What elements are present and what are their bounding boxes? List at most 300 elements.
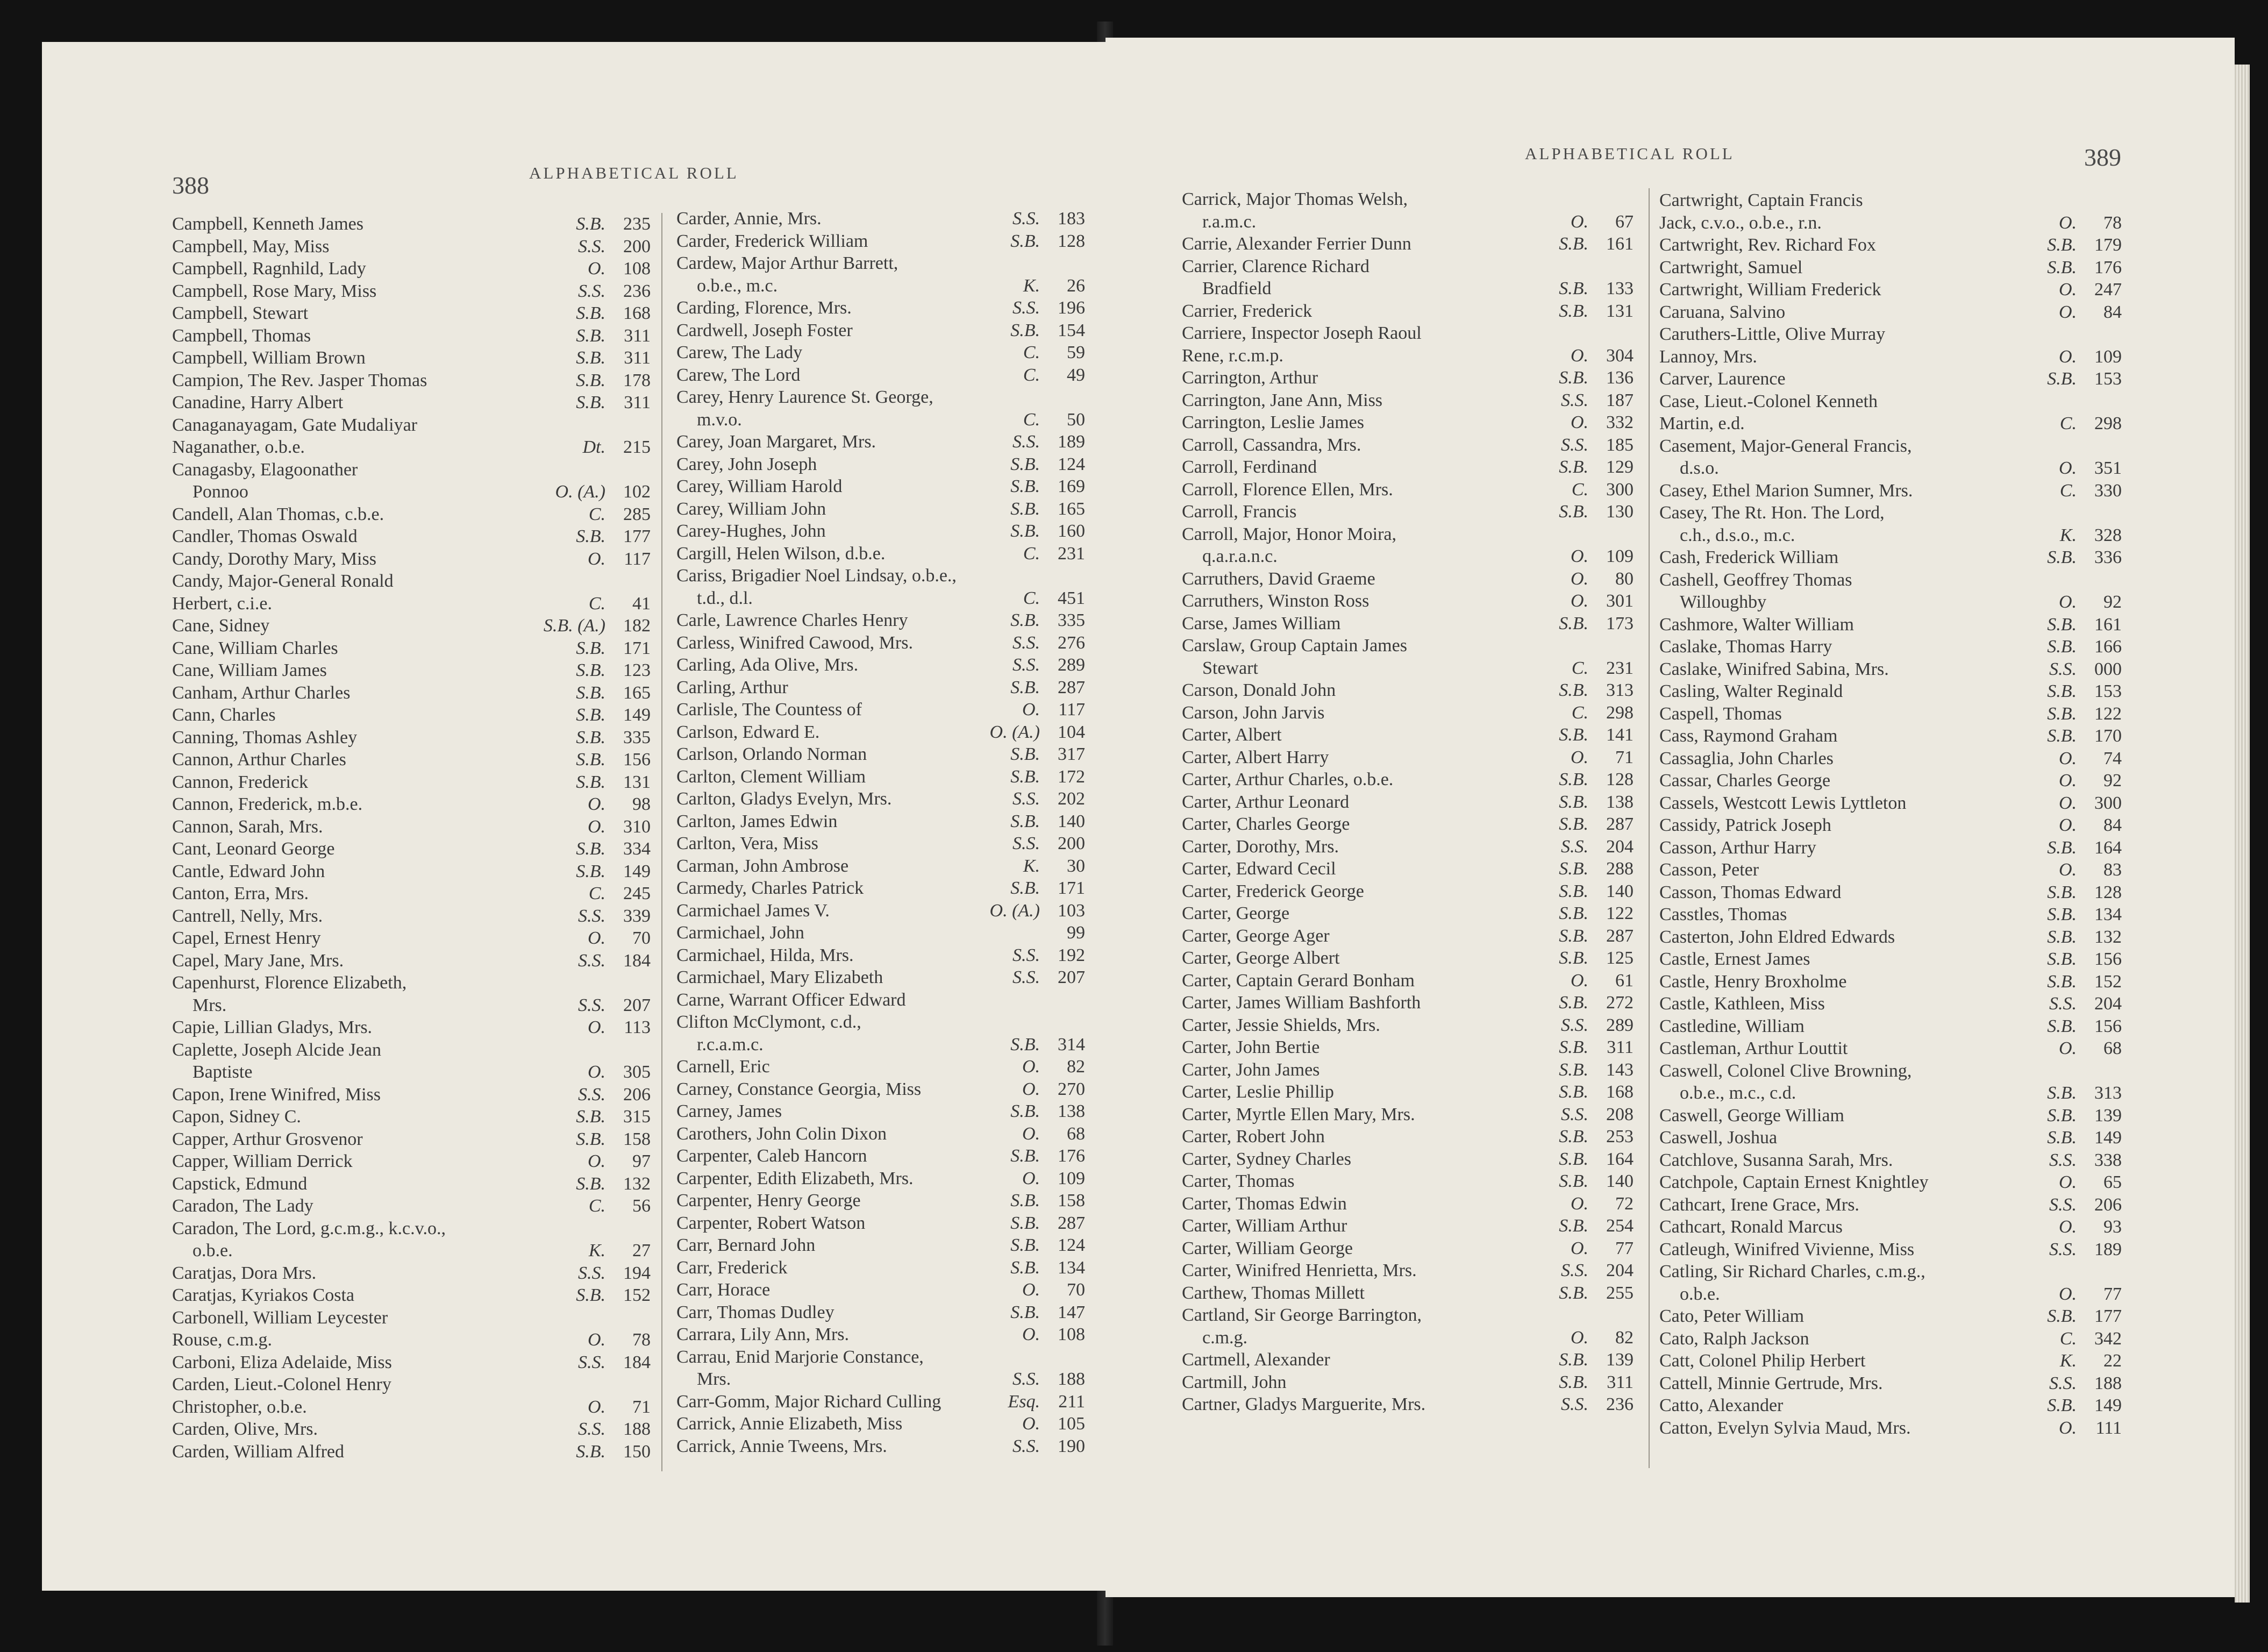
entry-page: 68 <box>2103 1038 2122 1058</box>
entry-page: 109 <box>2094 346 2122 367</box>
entry-name: Capper, Arthur Grosvenor <box>172 1129 363 1149</box>
entry-page: 311 <box>1607 1037 1634 1057</box>
roll-entry <box>1659 1127 2122 1149</box>
entry-name: Willoughby <box>1680 592 1767 612</box>
entry-name: Canagasby, Elagoonather <box>172 459 358 480</box>
entry-award: S.B. <box>1559 792 1588 812</box>
entry-name: Capon, Irene Winifred, Miss <box>172 1084 381 1105</box>
roll-entry <box>1182 545 1634 568</box>
entry-page: 305 <box>623 1062 651 1082</box>
entry-name: Cardew, Major Arthur Barrett, <box>676 253 898 273</box>
entry-page: 194 <box>623 1263 651 1283</box>
entry-page: 98 <box>632 794 651 814</box>
left-page <box>42 42 1108 1591</box>
entry-name: Carse, James William <box>1182 613 1341 633</box>
entry-page: 176 <box>2094 257 2122 277</box>
roll-entry <box>1659 1238 2122 1261</box>
entry-award: S.B. <box>2047 905 2077 924</box>
roll-entry <box>1659 725 2122 747</box>
entry-page: 301 <box>1606 591 1634 611</box>
roll-entry <box>172 950 651 972</box>
entry-award: S.B. <box>576 348 605 368</box>
entry-award: S.B. <box>1559 1283 1588 1303</box>
roll-entry <box>1659 1037 2122 1060</box>
entry-name: Castle, Kathleen, Miss <box>1659 994 1825 1014</box>
entry-award: O. <box>1570 546 1588 566</box>
entry-award: K. <box>588 1241 605 1261</box>
entry-award: O. <box>1570 970 1588 991</box>
entry-award: S.B. <box>1559 1082 1588 1102</box>
page-number: 388 <box>172 172 209 199</box>
roll-entry <box>172 258 651 280</box>
entry-award: S.B. <box>576 214 605 234</box>
roll-entry <box>1182 1349 1634 1371</box>
entry-award: O. <box>2058 1217 2077 1237</box>
entry-name: m.v.o. <box>697 409 742 430</box>
entry-page: 164 <box>1606 1149 1634 1169</box>
entry-award: O. <box>1022 1325 1040 1344</box>
entry-name: Carney, James <box>676 1101 782 1121</box>
entry-name: Jack, c.v.o., o.b.e., r.n. <box>1659 212 1822 233</box>
entry-page: 298 <box>2094 414 2122 433</box>
entry-page: 68 <box>1067 1123 1085 1144</box>
roll-entry <box>1659 257 2122 279</box>
roll-entry <box>1659 837 2122 859</box>
entry-page: 67 <box>1615 211 1634 232</box>
entry-page: 311 <box>624 393 651 412</box>
roll-entry <box>172 459 651 481</box>
roll-entry <box>676 319 1085 342</box>
entry-name: Campbell, Thomas <box>172 325 311 346</box>
roll-entry <box>676 989 1085 1012</box>
entry-name: Carslaw, Group Captain James <box>1182 636 1407 656</box>
entry-page: 161 <box>2094 614 2122 635</box>
roll-entry <box>676 743 1085 766</box>
entry-award: S.S. <box>1561 390 1588 410</box>
entry-page: 50 <box>1067 409 1085 430</box>
roll-entry <box>172 682 651 704</box>
entry-page: 138 <box>1058 1101 1085 1121</box>
entry-award: C. <box>588 884 605 903</box>
entry-name: Casey, Ethel Marion Sumner, Mrs. <box>1659 480 1913 501</box>
entry-award: S.B. <box>1010 744 1040 764</box>
roll-entry <box>1182 233 1634 255</box>
entry-award: S.B. <box>1559 613 1588 633</box>
entry-name: Campbell, May, Miss <box>172 236 330 257</box>
entry-page: 128 <box>1058 231 1085 251</box>
roll-entry <box>676 766 1085 788</box>
entry-name: Carter, Winifred Henrietta, Mrs. <box>1182 1261 1417 1280</box>
roll-entry <box>172 749 651 771</box>
entry-name: Carter, Dorothy, Mrs. <box>1182 836 1339 857</box>
entry-name: Canning, Thomas Ashley <box>172 727 358 747</box>
roll-entry <box>676 475 1085 498</box>
entry-name: Carter, Leslie Phillip <box>1182 1082 1334 1102</box>
entry-name: Herbert, c.i.e. <box>172 593 272 614</box>
roll-entry <box>676 520 1085 543</box>
roll-entry <box>172 1173 651 1195</box>
roll-entry <box>172 369 651 392</box>
entry-award: S.B. <box>2047 837 2077 858</box>
roll-entry <box>676 1234 1085 1257</box>
roll-entry <box>172 213 651 236</box>
entry-award: S.B. <box>1559 725 1588 745</box>
entry-page: 128 <box>1606 770 1634 789</box>
entry-award: S.B. <box>576 861 605 881</box>
entry-page: 70 <box>632 928 651 948</box>
entry-name: Carlisle, The Countess of <box>676 700 862 720</box>
entry-page: 161 <box>1606 234 1634 254</box>
roll-entry <box>172 615 651 637</box>
roll-entry <box>1659 279 2122 301</box>
entry-page: 173 <box>1606 613 1634 633</box>
roll-entry <box>1182 1215 1634 1237</box>
entry-page: 185 <box>1606 435 1634 455</box>
entry-name: Cartland, Sir George Barrington, <box>1182 1305 1422 1325</box>
entry-name: Caradon, The Lord, g.c.m.g., k.c.v.o., <box>172 1218 446 1238</box>
roll-entry <box>676 922 1085 944</box>
entry-name: Carter, John James <box>1182 1059 1320 1080</box>
entry-page: 165 <box>1058 499 1085 519</box>
entry-name: Carroll, Florence Ellen, Mrs. <box>1182 479 1393 500</box>
entry-award: O. (A.) <box>555 482 605 502</box>
roll-entry <box>1659 1417 2122 1440</box>
entry-award: C. <box>1571 702 1588 723</box>
entry-page: 141 <box>1606 725 1634 745</box>
roll-entry <box>676 230 1085 253</box>
entry-page: 204 <box>2094 994 2122 1014</box>
roll-entry <box>676 1078 1085 1101</box>
entry-award: S.B. <box>1559 279 1588 298</box>
entry-award: S.B. <box>2047 1128 2077 1148</box>
entry-award: S.B. (A.) <box>543 616 605 636</box>
entry-name: Capon, Sidney C. <box>172 1107 301 1127</box>
entry-name: Cartwright, William Frederick <box>1659 280 1881 300</box>
entry-name: Cashmore, Walter William <box>1659 614 1854 635</box>
entry-page: 190 <box>1058 1436 1085 1456</box>
roll-entry <box>1659 1149 2122 1172</box>
roll-entry <box>1659 569 2122 592</box>
entry-award: S.B. <box>1010 1101 1040 1121</box>
roll-entry <box>676 565 1085 587</box>
entry-name: Catchpole, Captain Ernest Knightley <box>1659 1172 1929 1192</box>
roll-entry <box>676 609 1085 632</box>
entry-award: S.B. <box>1559 1037 1588 1057</box>
roll-entry <box>1182 902 1634 925</box>
entry-name: Naganather, o.b.e. <box>172 437 305 457</box>
entry-page: 136 <box>1606 368 1634 388</box>
roll-entry <box>1182 947 1634 970</box>
entry-award: O. <box>587 1017 605 1037</box>
entry-award: C. <box>1571 479 1588 500</box>
entry-page: 149 <box>623 861 651 881</box>
entry-award: S.B. <box>2047 971 2077 992</box>
entry-name: Campbell, Rose Mary, Miss <box>172 281 377 301</box>
entry-award: S.B. <box>576 772 605 792</box>
entry-name: Capie, Lillian Gladys, Mrs. <box>172 1017 373 1037</box>
column-left-2 <box>676 208 1085 1457</box>
entry-name: Cato, Ralph Jackson <box>1659 1328 1809 1349</box>
entry-name: Carding, Florence, Mrs. <box>676 298 852 318</box>
entry-page: 311 <box>1607 1372 1634 1392</box>
entry-name: Cass, Raymond Graham <box>1659 726 1838 746</box>
entry-award: O. <box>2058 748 2077 768</box>
entry-page: 311 <box>624 348 651 368</box>
roll-entry <box>1182 635 1634 657</box>
entry-award: S.B. <box>2047 257 2077 277</box>
roll-entry <box>676 1301 1085 1324</box>
entry-page: 236 <box>1606 1394 1634 1414</box>
roll-entry <box>1182 1059 1634 1081</box>
entry-award: S.B. <box>2047 547 2077 567</box>
entry-award: S.B. <box>2047 927 2077 947</box>
roll-entry <box>172 793 651 816</box>
roll-entry <box>1659 368 2122 390</box>
roll-entry <box>1182 1304 1634 1327</box>
entry-award: S.S. <box>2049 659 2077 679</box>
entry-page: 192 <box>1058 945 1085 965</box>
entry-award: S.S. <box>578 281 605 301</box>
entry-name: Catt, Colonel Philip Herbert <box>1659 1351 1866 1371</box>
entry-award: S.B. <box>576 660 605 680</box>
roll-entry <box>1659 1261 2122 1283</box>
entry-award: K. <box>1023 275 1040 296</box>
entry-page: 287 <box>1058 677 1085 697</box>
running-header: ALPHABETICAL ROLL <box>529 163 739 182</box>
roll-entry <box>1659 1394 2122 1417</box>
entry-page: 74 <box>2103 748 2122 768</box>
entry-name: Casstles, Thomas <box>1659 905 1787 924</box>
roll-entry <box>1182 277 1634 300</box>
entry-award: S.B. <box>576 1129 605 1149</box>
roll-entry <box>1182 925 1634 948</box>
entry-award: S.S. <box>2049 1150 2077 1170</box>
roll-entry <box>1182 1327 1634 1349</box>
roll-entry <box>172 503 651 526</box>
entry-name: Casement, Major-General Francis, <box>1659 436 1912 456</box>
roll-entry <box>676 297 1085 319</box>
entry-page: 130 <box>1606 502 1634 522</box>
entry-name: Carr, Bernard John <box>676 1235 816 1255</box>
entry-page: 153 <box>2094 369 2122 389</box>
entry-page: 158 <box>1058 1191 1085 1210</box>
entry-award: S.S. <box>1012 209 1040 229</box>
roll-entry <box>172 1418 651 1441</box>
entry-award: S.B. <box>2047 1306 2077 1326</box>
entry-award: O. <box>2058 1038 2077 1058</box>
entry-name: Carder, Frederick William <box>676 231 868 251</box>
entry-page: 184 <box>623 1352 651 1372</box>
entry-name: Caplette, Joseph Alcide Jean <box>172 1039 382 1060</box>
roll-entry <box>172 525 651 548</box>
entry-name: Carney, Constance Georgia, Miss <box>676 1079 922 1099</box>
roll-entry <box>1182 255 1634 278</box>
entry-page: 208 <box>1606 1104 1634 1124</box>
entry-name: Carmichael, Hilda, Mrs. <box>676 945 854 965</box>
roll-entry <box>172 1195 651 1217</box>
entry-page: 342 <box>2094 1328 2122 1349</box>
entry-name: Martin, e.d. <box>1659 414 1745 433</box>
entry-award: O. <box>1022 1280 1040 1300</box>
roll-entry <box>1182 590 1634 613</box>
entry-page: 178 <box>623 370 651 390</box>
roll-entry <box>172 1240 651 1262</box>
roll-entry <box>172 816 651 838</box>
entry-award: S.B. <box>2047 614 2077 635</box>
entry-award: C. <box>1023 543 1040 564</box>
entry-name: Carmichael, John <box>676 923 804 943</box>
entry-award: O. (A.) <box>989 900 1040 921</box>
entry-page: 132 <box>2094 927 2122 947</box>
entry-award: S.B. <box>1010 766 1040 787</box>
roll-entry <box>1182 813 1634 836</box>
entry-name: Carlton, Vera, Miss <box>676 834 818 853</box>
entry-name: Cartwright, Rev. Richard Fox <box>1659 235 1876 255</box>
entry-page: 276 <box>1058 632 1085 653</box>
entry-page: 41 <box>632 593 651 614</box>
entry-award: S.B. <box>576 393 605 412</box>
entry-page: 334 <box>623 839 651 859</box>
roll-entry <box>172 972 651 994</box>
entry-award: S.B. <box>1559 1127 1588 1147</box>
entry-award: S.B. <box>1559 301 1588 321</box>
entry-award: S.B. <box>576 750 605 770</box>
entry-page: 82 <box>1067 1057 1085 1077</box>
roll-entry <box>172 280 651 303</box>
entry-name: c.h., d.s.o., m.c. <box>1680 525 1795 545</box>
entry-name: Carter, Albert Harry <box>1182 747 1329 767</box>
entry-award: S.S. <box>578 1084 605 1105</box>
roll-entry <box>1182 345 1634 367</box>
entry-award: O. <box>2058 793 2077 813</box>
entry-page: 143 <box>1606 1059 1634 1080</box>
roll-entry <box>1182 1393 1634 1416</box>
entry-name: Cargill, Helen Wilson, d.b.e. <box>676 543 886 564</box>
entry-page: 204 <box>1606 1261 1634 1280</box>
entry-name: Carter, William George <box>1182 1238 1353 1258</box>
entry-name: Carless, Winifred Cawood, Mrs. <box>676 632 913 653</box>
entry-name: Cassidy, Patrick Joseph <box>1659 815 1831 835</box>
entry-page: 253 <box>1606 1127 1634 1147</box>
entry-award: S.B. <box>576 682 605 703</box>
entry-name: Caswell, Colonel Clive Browning, <box>1659 1060 1912 1081</box>
roll-entry <box>676 832 1085 855</box>
roll-entry <box>1182 992 1634 1014</box>
roll-entry <box>1659 212 2122 234</box>
entry-award: O. <box>2058 458 2077 478</box>
roll-entry <box>1659 703 2122 725</box>
roll-entry <box>1182 300 1634 323</box>
entry-page: 165 <box>623 682 651 703</box>
entry-page: 169 <box>1058 476 1085 496</box>
entry-page: 287 <box>1606 925 1634 946</box>
entry-page: 71 <box>1615 747 1634 767</box>
entry-award: O. <box>587 794 605 814</box>
roll-entry <box>676 1391 1085 1413</box>
entry-page: 109 <box>1058 1168 1085 1188</box>
entry-name: Caslake, Thomas Harry <box>1659 637 1832 657</box>
roll-entry <box>676 252 1085 275</box>
entry-name: Cartwright, Captain Francis <box>1659 190 1863 210</box>
entry-name: Cathcart, Ronald Marcus <box>1659 1217 1843 1237</box>
entry-page: 166 <box>2094 637 2122 657</box>
entry-award: S.S. <box>1561 1261 1588 1280</box>
entry-page: 78 <box>632 1330 651 1350</box>
entry-page: 77 <box>2103 1284 2122 1304</box>
roll-entry <box>172 637 651 660</box>
entry-award: S.B. <box>1559 925 1588 946</box>
entry-page: 289 <box>1606 1015 1634 1035</box>
roll-entry <box>172 1128 651 1151</box>
roll-entry <box>1182 188 1634 211</box>
entry-name: Catto, Alexander <box>1659 1395 1784 1415</box>
entry-name: Mrs. <box>697 1369 731 1389</box>
entry-name: Campbell, Stewart <box>172 303 309 323</box>
entry-page: 336 <box>2094 547 2122 567</box>
roll-entry <box>172 1106 651 1128</box>
entry-page: 188 <box>2094 1373 2122 1393</box>
roll-entry <box>1182 724 1634 746</box>
entry-award: S.B. <box>576 727 605 747</box>
entry-name: Carrick, Major Thomas Welsh, <box>1182 189 1408 209</box>
entry-name: Carnell, Eric <box>676 1057 770 1077</box>
entry-page: 200 <box>1058 834 1085 853</box>
entry-award: O. <box>2058 1284 2077 1304</box>
entry-name: Carson, John Jarvis <box>1182 702 1325 723</box>
entry-award: S.B. <box>2047 1395 2077 1415</box>
entry-name: Carter, Jessie Shields, Mrs. <box>1182 1015 1380 1035</box>
roll-entry <box>676 877 1085 900</box>
entry-name: Carden, Olive, Mrs. <box>172 1419 318 1439</box>
roll-entry <box>1182 702 1634 724</box>
roll-entry <box>1659 658 2122 681</box>
entry-award: S.B. <box>1010 320 1040 340</box>
entry-award: S.S. <box>578 236 605 257</box>
roll-entry <box>1182 367 1634 389</box>
entry-name: Cannon, Frederick, m.b.e. <box>172 794 363 814</box>
entry-award: C. <box>1023 365 1040 385</box>
entry-page: 156 <box>2094 949 2122 969</box>
entry-page: 187 <box>1606 390 1634 410</box>
entry-award: S.B. <box>1010 610 1040 630</box>
entry-award: S.B. <box>2047 681 2077 701</box>
entry-award: O. <box>1022 700 1040 720</box>
entry-award: S.S. <box>2049 1373 2077 1393</box>
roll-entry <box>172 905 651 928</box>
entry-name: Carter, Arthur Charles, o.b.e. <box>1182 770 1394 789</box>
entry-page: 206 <box>2094 1194 2122 1215</box>
roll-entry <box>1659 680 2122 703</box>
entry-page: 125 <box>1606 948 1634 968</box>
entry-name: Rouse, c.m.g. <box>172 1330 273 1350</box>
entry-name: Carboni, Eliza Adelaide, Miss <box>172 1352 392 1372</box>
entry-page: 108 <box>1058 1325 1085 1344</box>
roll-entry <box>1659 1105 2122 1127</box>
entry-page: 152 <box>2094 971 2122 992</box>
entry-award: O. <box>1022 1168 1040 1188</box>
entry-name: Casterton, John Eldred Edwards <box>1659 927 1895 947</box>
entry-name: Cassar, Charles George <box>1659 771 1831 791</box>
entry-award: S.B. <box>1010 1213 1040 1233</box>
entry-name: Carter, William Arthur <box>1182 1216 1347 1236</box>
entry-page: 154 <box>1058 320 1085 340</box>
roll-entry <box>1659 926 2122 949</box>
entry-page: 168 <box>1606 1082 1634 1102</box>
entry-page: 313 <box>1606 680 1634 700</box>
entry-page: 61 <box>1615 970 1634 991</box>
entry-award: C. <box>2059 480 2077 501</box>
entry-page: 117 <box>624 549 651 569</box>
